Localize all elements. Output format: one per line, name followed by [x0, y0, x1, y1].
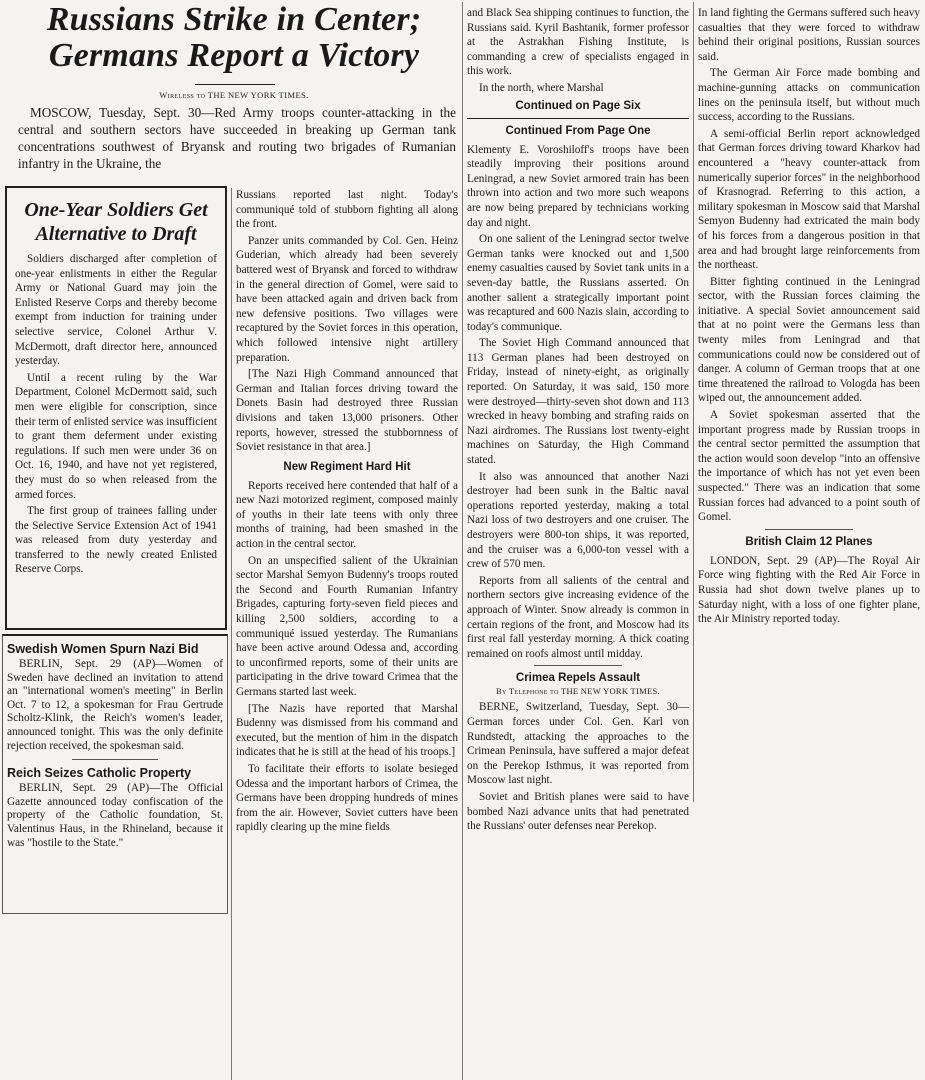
col4-paragraph: The German Air Force made bombing and machine-gunning attacks on communication lines on the peninsula itself, but without much success, according to the Russians.: [698, 67, 920, 124]
col4-paragraph: Bitter fighting continued in the Leningrad sector, with the Russian forces claiming the initiative. A special Soviet announcement said that at no point were the Germans less than twenty miles from Leningrad and that communications could now be considered out of danger. A column of German troops that at one time threatened the railroad to Vologda has been wiped out, the announcement added.: [698, 275, 920, 405]
col3-paragraph: Klementy E. Voroshiloff's troops have been steadily improving their positions around Leningrad, a new Soviet armored train has been thrown into action and two more such weapons are now being prepared by technicians working day and night.: [467, 143, 689, 229]
one-year-soldiers-box: [5, 186, 227, 630]
item-divider: [534, 665, 623, 666]
col3-paragraph: Reports from all salients of the central and northern sectors give increasing evidence of the approach of Winter. Snow already is common in certain regions of the front, and Moscow had its first real fall yesterday morning. A thick coating remained on roofs almost until midday.: [467, 574, 689, 660]
col2-paragraph: To facilitate their efforts to isolate besieged Odessa and the important harbors of Crimea, the Germans have been dropping hundreds of mines from the air. However, Soviet cutters have been rapidly clearing up the mine fields: [236, 762, 458, 834]
col2-subhead: New Regiment Hard Hit: [283, 460, 411, 473]
british-text: LONDON, Sept. 29 (AP)—The Royal Air Force wing fighting with the Red Air Force in Russia had shot down twelve planes up to Saturday night, with a loss of one fighter plane, the Air Ministry reported today.: [698, 554, 920, 626]
swedish-body: [7, 658, 223, 755]
box-paragraph: Until a recent ruling by the War Department, Colonel McDermott said, such men were eligible for conscription, since their term of enlisted service was insufficient to grant them deferment under existing regulations. If such men were under 36 on Oct. 16, 1940, and have not yet registered, they must do so when released from the armed forces.: [15, 371, 217, 501]
british-headline: British Claim 12 Planes: [745, 535, 873, 548]
col2-paragraph: [The Nazis have reported that Marshal Budenny was dismissed from his command and executed, but the mention of him in the dispatch indicates that he is still at the head of his troops.]: [236, 702, 458, 759]
col3-paragraph: The Soviet High Command announced that 113 German planes had been destroyed on Friday, instead of ninety-eight, as originally reported. On Saturday, it was said, 150 more were destroyed—thirty-seven shot down and 113 wrecked in heavy bombing and strafing raids on Nazi airdromes. The Russians lost twenty-eight machines on Saturday, the High Command stated.: [467, 337, 689, 467]
main-headline: [8, 2, 460, 74]
box-title: [7, 198, 225, 246]
col2-paragraph: [The Nazi High Command announced that German and Italian forces driving toward the Donets Basin had destroyed three Russian divisions and taken 13,000 prisoners. Other reports, however, stressed the stubbornness of Soviet resistance in that area.]: [236, 368, 458, 454]
reich-body: [7, 782, 223, 852]
column-3: [467, 6, 689, 1080]
column-divider: [462, 2, 463, 1080]
swedish-text: BERLIN, Sept. 29 (AP)—Women of Sweden have declined an invitation to attend an "international women's meeting" in Berlin Oct. 7 to 12, a spokesman for Frau Gertrude Scholtz-Klink, the Reich's women's leader, announced tonight. This was the only definite rejection received, the spokesman said.: [7, 658, 223, 752]
col3-paragraph: It also was announced that another Nazi destroyer had been sunk in the Baltic naval operations reported yesterday, making a total Nazi loss of two destroyers and one cruiser. The destroyers were 800-ton ships, it was reported, and the cruiser was a 6,000-ton vessel with a crew of 570 men.: [467, 470, 689, 571]
col2-paragraph: Panzer units commanded by Col. Gen. Heinz Guderian, which already had been severely battered west of Bryansk and forced to withdraw in the general direction of Gomel, were said to have been attacked again and driven back from new defensive positions. Two villages were recaptured by the Soviet forces in this operation, which followed intensive night artillery preparation.: [236, 234, 458, 364]
item-divider: [72, 759, 158, 760]
item-divider: [765, 529, 854, 530]
col3-paragraph: In the north, where Marshal: [479, 81, 604, 94]
box-body: [15, 252, 217, 624]
column-4: [698, 6, 920, 802]
column-divider: [693, 2, 694, 802]
headline-line-2: Germans Report a Victory: [48, 37, 420, 74]
crimea-credit: By Telephone to THE NEW YORK TIMES.: [496, 686, 660, 697]
crimea-paragraph: BERNE, Switzerland, Tuesday, Sept. 30—German forces under Col. Gen. Karl von Rundstedt, attacking the approaches to the Crimean Peninsula, have suffered a major defeat on the Perekop Isthmus, it was reported from Moscow last night.: [467, 701, 689, 787]
continuation-rule: [467, 118, 689, 119]
continued-from-page-one: Continued From Page One: [505, 124, 651, 137]
box-title-line-1: One-Year Soldiers Get: [24, 199, 208, 221]
headline-rule: [195, 84, 275, 85]
box-paragraph: The first group of trainees falling under the Selective Service Extension Act of 1941 was released from duty yesterday and transferred to the newly created Enlisted Reserve Corps.: [15, 505, 217, 576]
col2-paragraph: On an unspecified salient of the Ukrainian sector Marshal Semyon Budenny's troops routed the Second and Fourth Rumanian Infantry Brigades, capturing forty-seven field pieces and killing 2,500 soldiers, according to a communiqué issued yesterday. The Rumanians have been active around Odessa and, according to unconfirmed reports, some of their units are participating in the drive toward Crimea that the Germans started last week.: [236, 554, 458, 698]
headline-line-1: Russians Strike in Center;: [46, 1, 422, 38]
box-paragraph: Soldiers discharged after completion of one-year enlistments in either the Regular Army or National Guard may join the Enlisted Reserve Corps and thereby become exempt from induction for training under selective service, Colonel Arthur V. McDermott, draft director here, announced yesterday.: [15, 253, 217, 368]
col4-paragraph: In land fighting the Germans suffered such heavy casualties that they were forced to withdraw behind their original positions, Russian sources said.: [698, 7, 920, 63]
continued-on-page-six: Continued on Page Six: [515, 99, 641, 112]
crimea-headline: Crimea Repels Assault: [515, 672, 641, 685]
col2-paragraph: Russians reported last night. Today's communiqué told of stubborn fighting all along the front.: [236, 189, 458, 231]
col4-paragraph: A Soviet spokesman asserted that the important progress made by Russian troops in the central sector permitted the assumption that the action would soon develop "into an offensive the importance of which has not yet even been suspected." There was an indication that some Russian forces had advanced to a point south of Gomel.: [698, 409, 920, 524]
reich-text: BERLIN, Sept. 29 (AP)—The Official Gazette announced today confiscation of the property of the Catholic foundation, St. Valentinus Haus, in the Rhineland, because it was "hostile to the State.": [7, 782, 223, 849]
reich-headline: Reich Seizes Catholic Property: [7, 766, 192, 781]
column-2: [236, 188, 458, 1080]
box-title-line-2: Alternative to Draft: [35, 223, 197, 245]
column-divider: [231, 188, 232, 1080]
credit-line: Wireless to THE NEW YORK TIMES.: [159, 90, 309, 100]
col3-paragraph: On one salient of the Leningrad sector twelve German tanks were knocked out and 1,500 enemy casualties caused by Soviet tank units in a seven-day battle, the Russians asserted. On another salient a strategically important point was recaptured and 600 Nazis slain, according to today's communique.: [467, 233, 689, 333]
col3-paragraph: and Black Sea shipping continues to function, the Russians said. Kyril Bashtanik, former professor at the Astrakhan Fishing Institute, is commanding a crew of specialists engaged in this work.: [467, 7, 689, 78]
col4-paragraph: A semi-official Berlin report acknowledged that German forces driving toward Kharkov had encountered a "heavy counter-attack from numerically superior forces" in the neighborhood of Krasnograd. Referring to this action, a military spokesman in Moscow said that Marshal Semyon Budenny had extricated the main body of his forces from a dangerous position in that area and had brought large reinforcements from the northeast.: [698, 127, 920, 272]
lead-paragraph: MOSCOW, Tuesday, Sept. 30—Red Army troops counter-attacking in the central and southern sectors have succeeded in breaking up German tank concentrations southwest of Bryansk and routing two brigades of Rumanian infantry in the Ukraine, the: [18, 105, 456, 171]
short-items-box: [2, 634, 228, 914]
crimea-paragraph: Soviet and British planes were said to have bombed Nazi advance units that had penetrated the Russians' outer defenses near Perekop.: [467, 790, 689, 833]
swedish-headline: Swedish Women Spurn Nazi Bid: [7, 642, 199, 656]
col2-paragraph: Reports received here contended that half of a new Nazi motorized regiment, composed mainly of youths in their late teens with only three months of training, had been smashed in the action in the central sector.: [236, 479, 458, 551]
